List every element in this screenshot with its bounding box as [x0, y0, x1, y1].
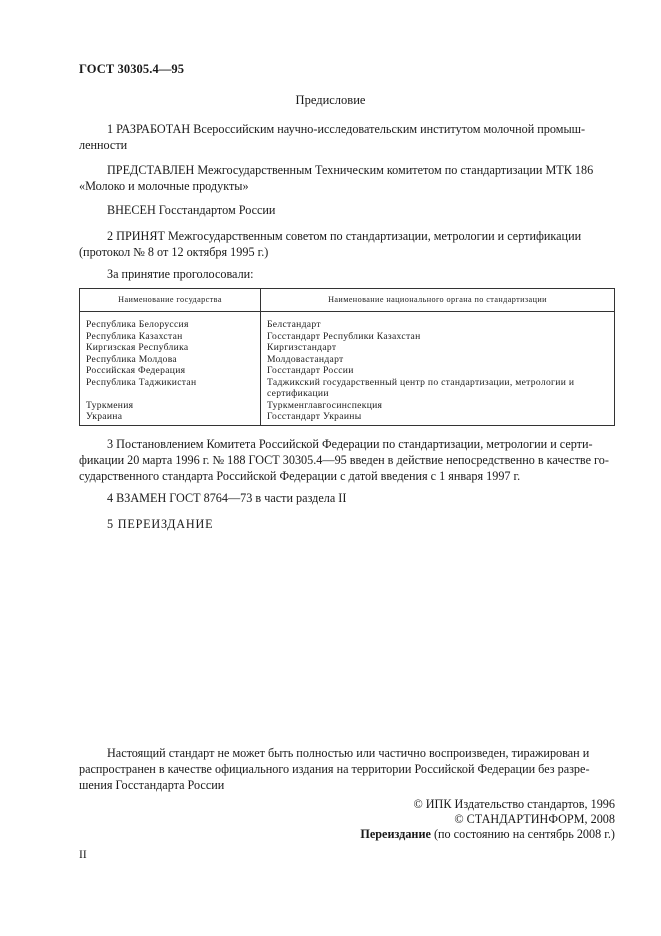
- table-cell-body: Госстандарт Украины: [261, 411, 615, 425]
- table-cell-body: Киргизстандарт: [261, 342, 615, 354]
- table-cell-state: Республика Казахстан: [80, 331, 261, 343]
- table-cell-body: Госстандарт России: [261, 365, 615, 377]
- page-number: II: [79, 849, 87, 861]
- adopted-label: 2 ПРИНЯТ: [107, 229, 165, 243]
- developed-text: Всероссийским научно-исследовательским институтом молочной промыш-: [190, 122, 586, 136]
- reproduction-notice: Настоящий стандарт не может быть полностью или частично воспроизведен, тиражирован и распространен в качестве официального издания на территории Российской Федерации без разре- шения Госстандарта России: [79, 746, 590, 792]
- member-states-table: [79, 288, 615, 426]
- table-cell-body: Молдовастандарт: [261, 354, 615, 366]
- presented-label: ПРЕДСТАВЛЕН: [107, 163, 195, 177]
- copyright-line-2: © СТАНДАРТИНФОРМ, 2008: [454, 812, 615, 826]
- table-cell-state: Украина: [80, 411, 261, 425]
- table-cell-body: Туркменглавгосинспекция: [261, 400, 615, 412]
- table-cell-state: Киргизская Республика: [80, 342, 261, 354]
- table-cell-state: Республика Белоруссия: [80, 312, 261, 331]
- item-reissue: 5 ПЕРЕИЗДАНИЕ: [107, 517, 214, 531]
- table-row: [80, 354, 615, 366]
- document-code: ГОСТ 30305.4—95: [79, 62, 185, 76]
- table-header-body: Наименование национального органа по стандартизации: [261, 289, 615, 312]
- developed-text-cont: ленности: [79, 138, 128, 152]
- table-row: [80, 365, 615, 377]
- table-cell-body: Белстандарт: [261, 312, 615, 331]
- item-presented: [79, 162, 614, 194]
- table-row: [80, 312, 615, 331]
- foreword-title: Предисловие: [295, 93, 366, 107]
- table-row: [80, 411, 615, 425]
- developed-label: 1 РАЗРАБОТАН: [107, 122, 191, 136]
- reissue-line: [360, 827, 615, 842]
- table-cell-body: Госстандарт Республики Казахстан: [261, 331, 615, 343]
- presented-text: Межгосударственным Техническим комитетом по стандартизации МТК 186: [194, 163, 594, 177]
- table-row: [80, 377, 615, 400]
- table-header-row: [80, 289, 615, 312]
- item-resolution: 3 Постановлением Комитета Российской Федерации по стандартизации, метрологии и серти- фикации 20 марта 1996 г. № 188 ГОСТ 30305.4—95 введен в действие непосредственно в качестве го- сударственного стандарта Российской Федерации с датой введения с 1 января 1997 г.: [79, 437, 609, 483]
- table-cell-state: Республика Таджикистан: [80, 377, 261, 400]
- reissue-label: Переиздание: [360, 827, 431, 841]
- table-cell-body: Таджикский государственный центр по стандартизации, метрологии и сертификации: [261, 377, 615, 400]
- presented-text-cont: «Молоко и молочные продукты»: [79, 179, 249, 193]
- table-row: [80, 342, 615, 354]
- copyright-line-1: © ИПК Издательство стандартов, 1996: [413, 797, 615, 811]
- adopted-text: Межгосударственным советом по стандартизации, метрологии и сертификации: [164, 229, 582, 243]
- table-cell-state: Туркмения: [80, 400, 261, 412]
- voted-intro: За принятие проголосовали:: [107, 267, 254, 281]
- reissue-date: (по состоянию на сентябрь 2008 г.): [430, 827, 615, 841]
- introduced-text: Госстандартом России: [155, 203, 276, 217]
- table-row: [80, 400, 615, 412]
- copyright-block: [360, 797, 615, 842]
- table-row: [80, 331, 615, 343]
- item-introduced: [79, 202, 614, 218]
- item-replaces: 4 ВЗАМЕН ГОСТ 8764—73 в части раздела II: [107, 491, 347, 505]
- table-header-state: Наименование государства: [80, 289, 261, 312]
- item-developed: [79, 121, 614, 153]
- table-cell-state: Республика Молдова: [80, 354, 261, 366]
- adopted-text-cont: (протокол № 8 от 12 октября 1995 г.): [79, 245, 269, 259]
- table-cell-state: Российская Федерация: [80, 365, 261, 377]
- introduced-label: ВНЕСЕН: [107, 203, 156, 217]
- item-adopted: [79, 228, 614, 260]
